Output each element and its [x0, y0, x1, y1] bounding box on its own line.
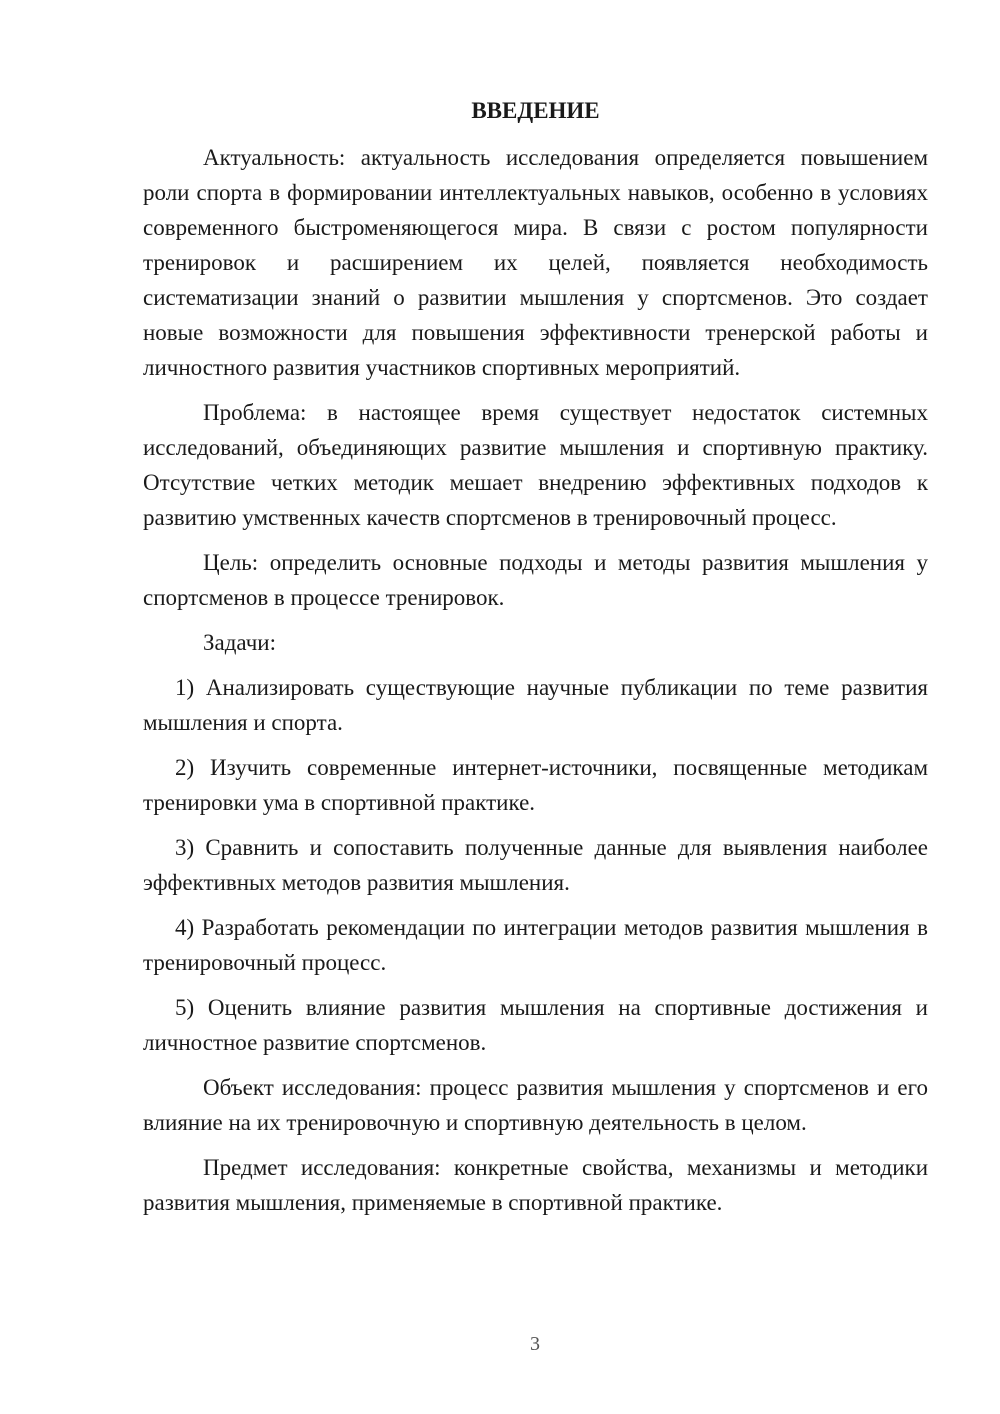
tasks-label: Задачи:	[203, 630, 276, 655]
paragraph-problem: Проблема: в настоящее время существует недостаток системных исследований, объединяющих развитие мышления и спортивную практику. Отсутствие четких методик мешает внедрению эффективных подходов к развитию умственных качеств спортсменов в тренировочный процесс.	[143, 400, 928, 530]
paragraph-subject: Предмет исследования: конкретные свойства, механизмы и методики развития мышления, применяемые в спортивной практике.	[143, 1155, 928, 1215]
page-number: 3	[530, 1333, 540, 1355]
task-item-2: 2) Изучить современные интернет-источники, посвященные методикам тренировки ума в спортивной практике.	[143, 755, 928, 815]
paragraph-relevance: Актуальность: актуальность исследования определяется повышением роли спорта в формировании интеллектуальных навыков, особенно в условиях современного быстроменяющегося мира. В связи с ростом популярности тренировок и расширением их целей, появляется необходимость систематизации знаний о развитии мышления у спортсменов. Это создает новые возможности для повышения эффективности тренерской работы и личностного развития участников спортивных мероприятий.	[143, 145, 928, 380]
paragraph-goal: Цель: определить основные подходы и методы развития мышления у спортсменов в процессе тренировок.	[143, 550, 928, 610]
task-item-5: 5) Оценить влияние развития мышления на спортивные достижения и личностное развитие спортсменов.	[143, 995, 928, 1055]
task-item-1: 1) Анализировать существующие научные публикации по теме развития мышления и спорта.	[143, 675, 928, 735]
paragraph-object: Объект исследования: процесс развития мышления у спортсменов и его влияние на их тренировочную и спортивную деятельность в целом.	[143, 1075, 928, 1135]
task-item-3: 3) Сравнить и сопоставить полученные данные для выявления наиболее эффективных методов развития мышления.	[143, 835, 928, 895]
document-body	[143, 96, 928, 1230]
section-heading: ВВЕДЕНИЕ	[471, 98, 600, 123]
task-item-4: 4) Разработать рекомендации по интеграции методов развития мышления в тренировочный процесс.	[143, 915, 928, 975]
